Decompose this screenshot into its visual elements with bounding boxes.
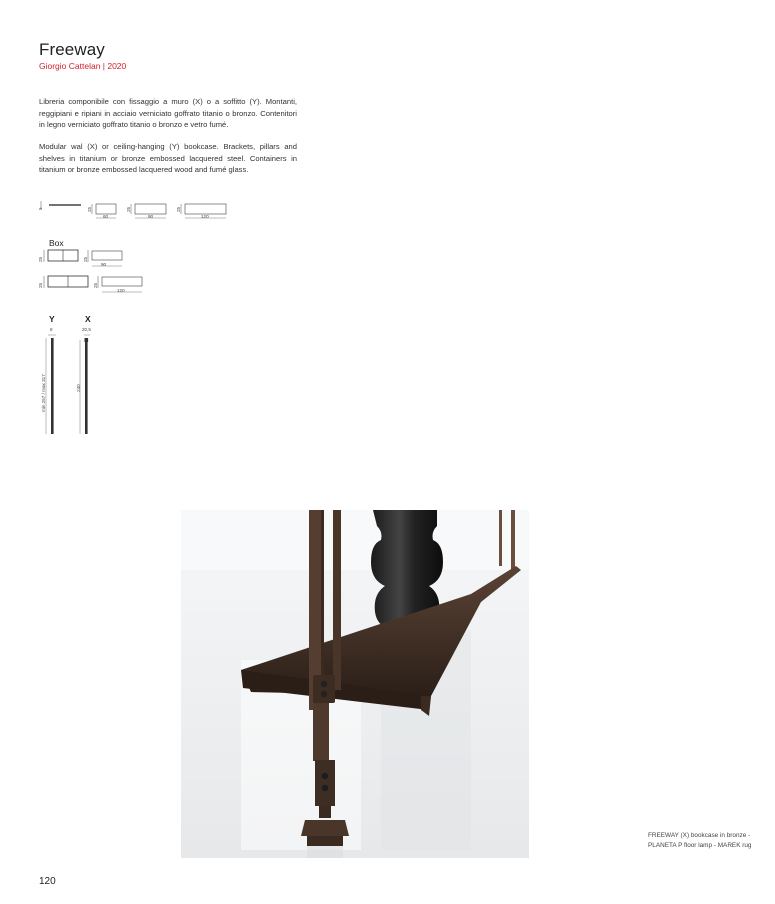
pillars-drawing <box>40 332 100 440</box>
shelf-90-drawing <box>130 202 170 222</box>
description-italian: Libreria componibile con fissaggio a muro (X) o a soffitto (Y). Montanti, reggipiani e ripiani in acciaio verniciato goffrato titanio o bronzo. Contenitori in legno verniciato goffrato titanio o bronzo e vetro fumé. <box>39 97 297 130</box>
shelf-depth-dim: 5 <box>38 207 43 210</box>
pillar-x-height-dim: 240 <box>76 384 81 392</box>
pillar-x-top-dim: 20,5 <box>82 327 91 332</box>
box-120-depth-dim: 25 <box>93 282 98 288</box>
shelf-120-drawing <box>180 202 230 222</box>
shelf-60-depth-dim: 25 <box>87 206 92 212</box>
pillar-y-label: Y <box>49 314 55 324</box>
box-90-width-dim: 90 <box>101 262 107 267</box>
box-label: Box <box>49 238 64 248</box>
pillar-y-height-dim: min 257 / max 317 <box>41 374 46 412</box>
shelf-60-width-dim: 60 <box>103 214 109 219</box>
box-90-depth-dim: 25 <box>83 256 88 262</box>
shelf-sizes-diagram <box>37 198 237 224</box>
page-number: 120 <box>39 876 56 887</box>
box-120-width-dim: 120 <box>117 288 125 293</box>
description-english: Modular wal (X) or ceiling-hanging (Y) bookcase. Brackets, pillars and shelves in titanium or bronze embossed lacquered steel. Containers in titanium or bronze embossed lacquered wood and fumé glass. <box>39 142 297 175</box>
designer-year: Giorgio Cattelan | 2020 <box>39 61 127 71</box>
shelf-60-drawing <box>91 202 119 222</box>
pillar-y-top-dim: 8 <box>50 327 53 332</box>
box-120-front-drawing <box>43 274 93 290</box>
box-120-top-drawing <box>97 274 147 300</box>
box-sizes-diagram <box>37 246 157 294</box>
shelf-120-depth-dim: 25 <box>176 206 181 212</box>
pillar-x-label: X <box>85 314 91 324</box>
shelf-profile-drawing <box>37 198 87 214</box>
product-photo <box>181 510 529 858</box>
shelf-90-width-dim: 90 <box>148 214 154 219</box>
photo-caption: FREEWAY (X) bookcase in bronze - PLANETA P floor lamp - MAREK rug <box>648 832 752 849</box>
shelf-120-width-dim: 120 <box>201 214 209 219</box>
box-90-top-drawing <box>87 248 127 274</box>
box-90-front-drawing <box>43 248 83 264</box>
page-title: Freeway <box>39 40 105 59</box>
shelf-90-depth-dim: 25 <box>126 206 131 212</box>
box-90-height-dim: 25 <box>38 256 43 262</box>
box-120-height-dim: 25 <box>38 282 43 288</box>
